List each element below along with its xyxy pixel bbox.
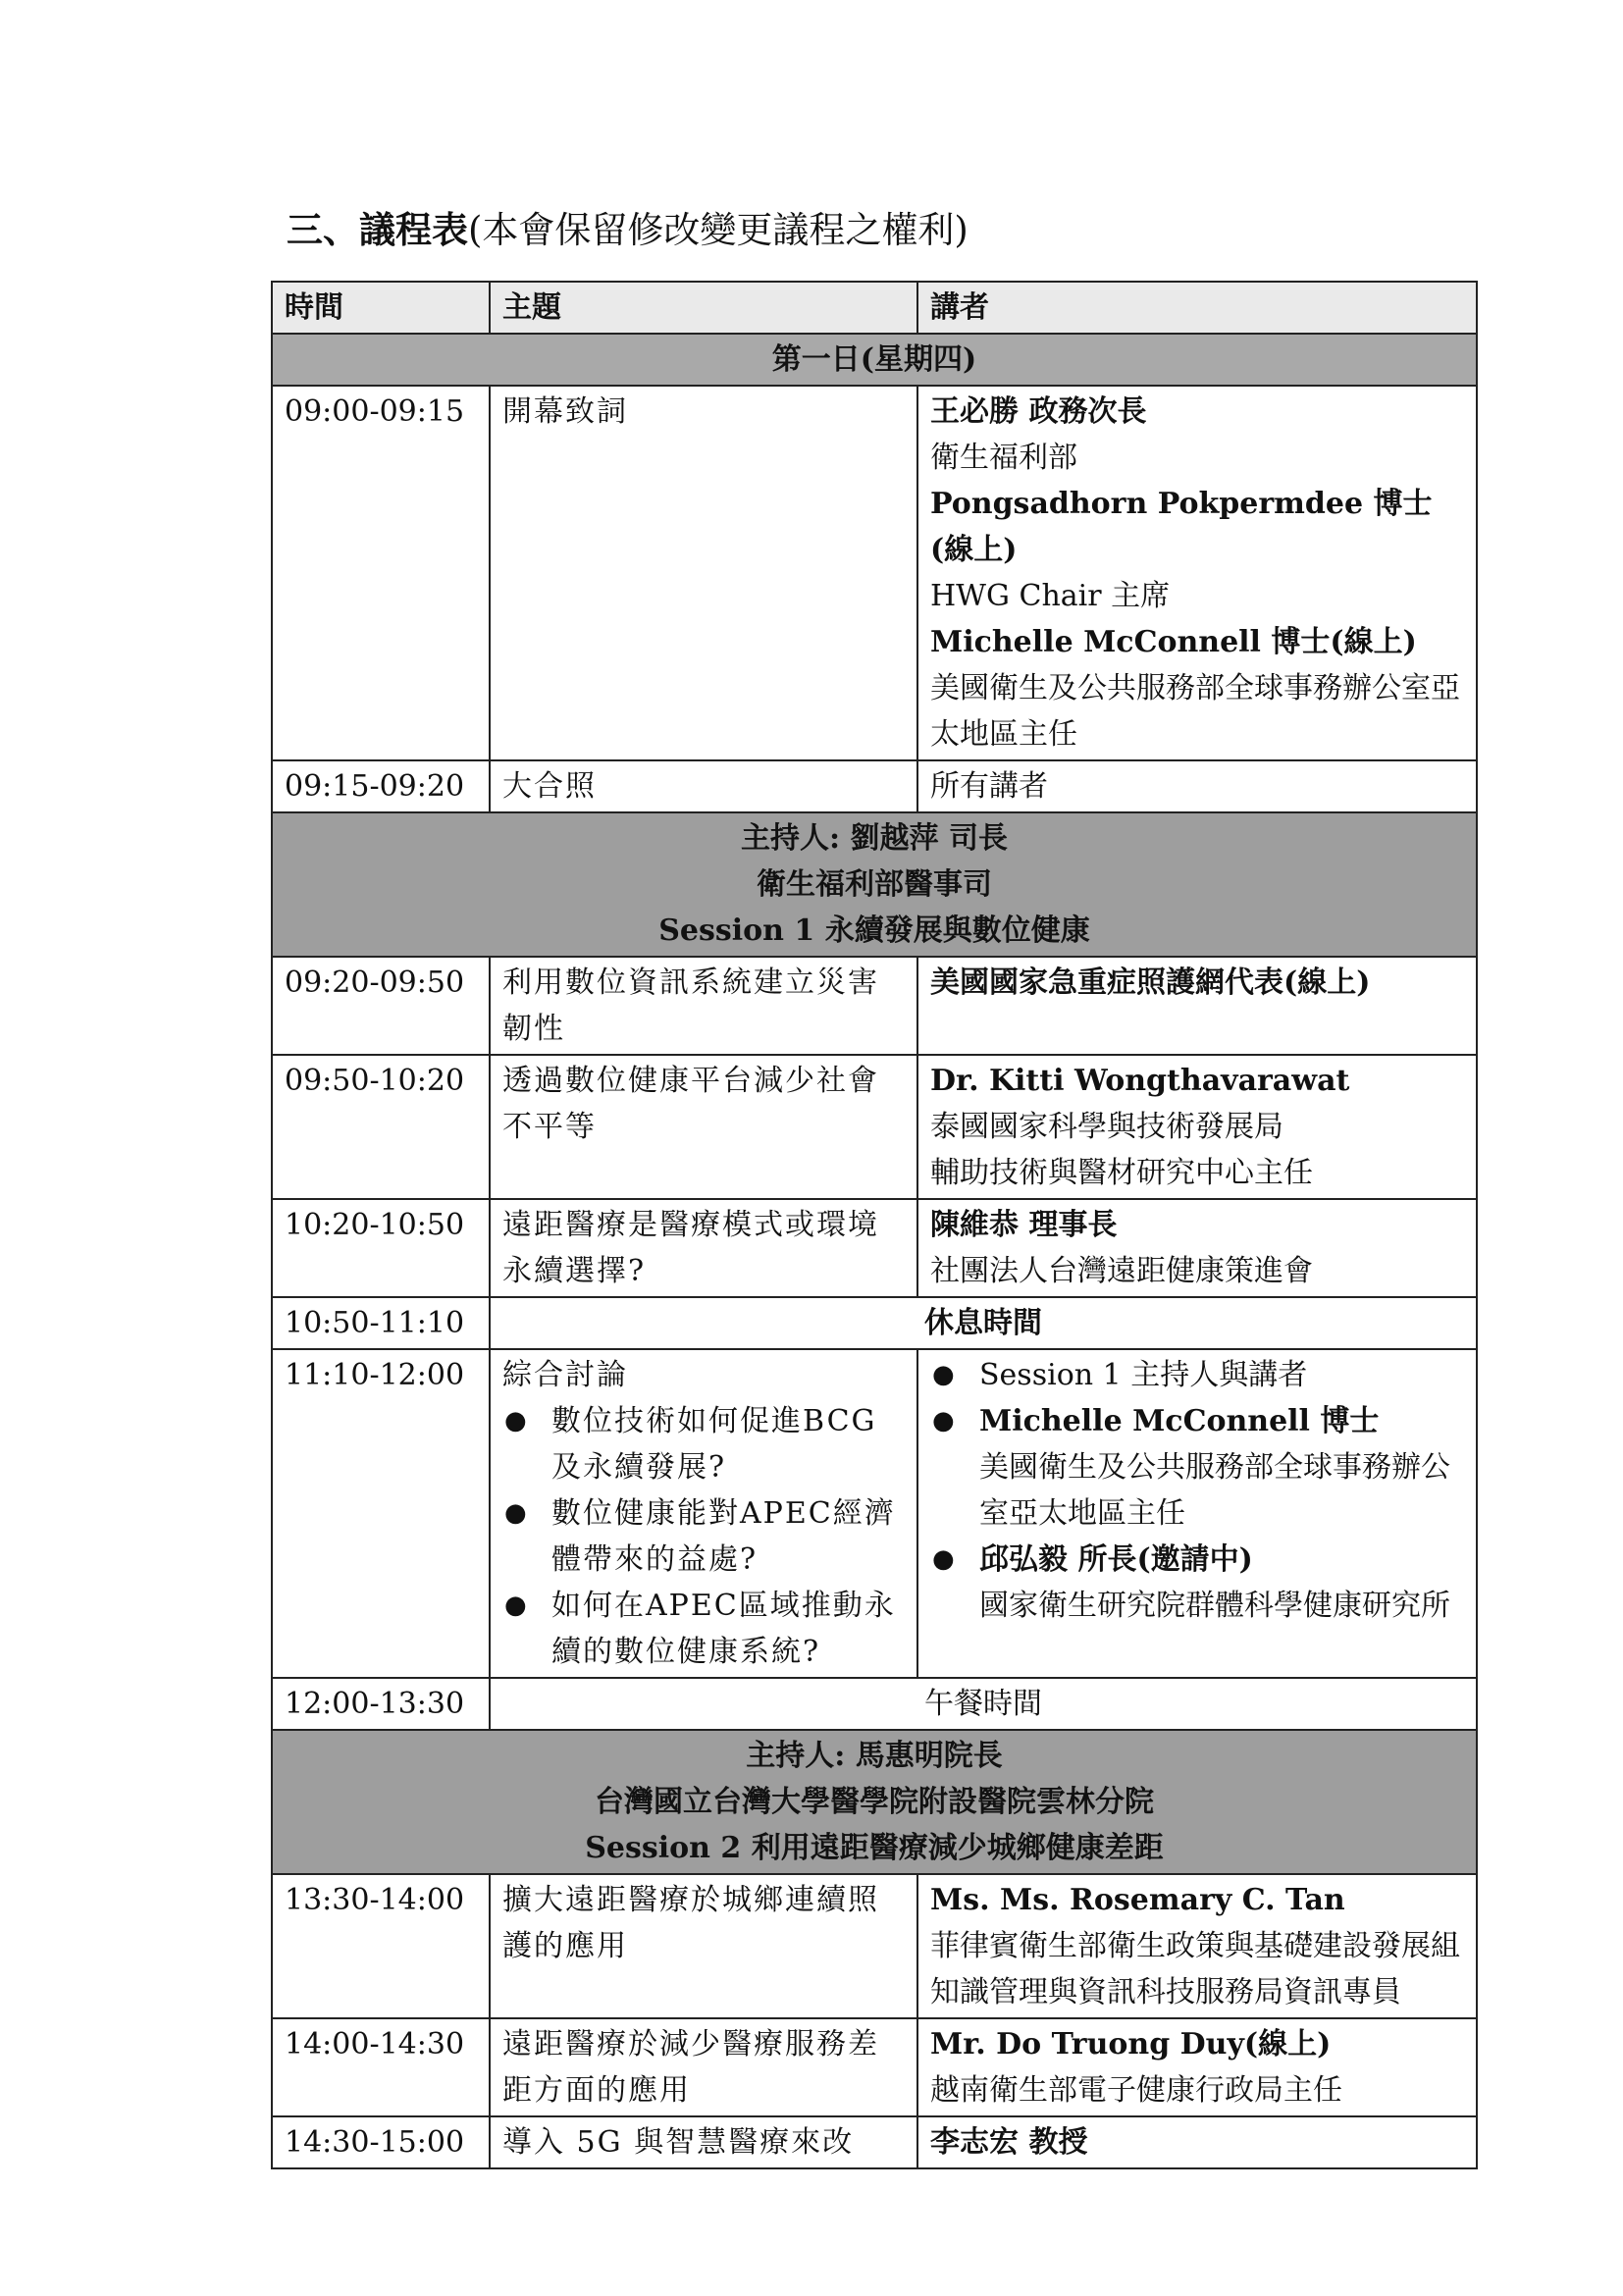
moderator-line: 主持人: 馬惠明院長 (746, 1739, 1003, 1773)
session-time: 10:20-10:50 (272, 1199, 490, 1297)
day-label: 第一日(星期四) (272, 334, 1477, 386)
session-time: 09:15-09:20 (272, 760, 490, 812)
session-speakers (917, 1199, 1477, 1297)
moderator-row (272, 1730, 1477, 1874)
discussion-bullet: ● 數位技術如何促進BCG及永續發展? (502, 1398, 905, 1490)
break-time: 10:50-11:10 (272, 1297, 490, 1349)
speaker-line: 所有講者 (930, 769, 1048, 804)
session-time: 14:00-14:30 (272, 2018, 490, 2116)
table-row (272, 1055, 1477, 1199)
speaker-line: Ms. Ms. Rosemary C. Tan (930, 1883, 1345, 1917)
moderator-line: 主持人: 劉越萍 司長 (741, 821, 1008, 856)
break-label: 休息時間 (490, 1297, 1477, 1349)
session-time: 09:20-09:50 (272, 957, 490, 1055)
table-row (272, 1874, 1477, 2018)
speaker-line: 美國國家急重症照護網代表(線上) (930, 965, 1371, 1000)
discussion-title: 綜合討論 (502, 1358, 628, 1392)
session-time: 13:30-14:00 (272, 1874, 490, 2018)
session-topic: 透過數位健康平台減少社會不平等 (490, 1055, 917, 1199)
speaker-line: Pongsadhorn Pokpermdee 博士(線上) (930, 487, 1433, 567)
session-speakers (917, 2018, 1477, 2116)
session-topic: 開幕致詞 (490, 386, 917, 760)
speaker-line: 輔助技術與醫材研究中心主任 (930, 1156, 1313, 1190)
moderator-cell (272, 1730, 1477, 1874)
speaker-name: ● 邱弘毅 所長(邀請中) (979, 1542, 1253, 1577)
speaker-line: 越南衛生部電子健康行政局主任 (930, 2073, 1342, 2108)
header-time: 時間 (272, 282, 490, 334)
agenda-table (271, 281, 1478, 2169)
discussion-bullet: ● 如何在APEC區域推動永續的數位健康系統? (502, 1583, 905, 1675)
session-topic: 大合照 (490, 760, 917, 812)
header-speaker: 講者 (917, 282, 1477, 334)
speaker-line: 菲律賓衛生部衛生政策與基礎建設發展組知識管理與資訊科技服務局資訊專員 (930, 1929, 1460, 2009)
break-row (272, 1297, 1477, 1349)
speaker-line: 美國衛生及公共服務部全球事務辦公室亞太地區主任 (930, 671, 1460, 752)
speaker-bullet (930, 1398, 1464, 1537)
speaker-line: 衛生福利部 (930, 441, 1077, 475)
moderator-line: Session 2 利用遠距醫療減少城鄉健康差距 (585, 1831, 1164, 1865)
moderator-row (272, 812, 1477, 957)
session-topic: 導入 5G 與智慧醫療來改 (490, 2116, 917, 2168)
speaker-name: ● Michelle McConnell 博士 (979, 1404, 1380, 1438)
session-speakers (917, 760, 1477, 812)
speaker-name: ● Session 1 主持人與講者 (979, 1358, 1308, 1392)
discussion-bullet: ● 數位健康能對APEC經濟體帶來的益處? (502, 1490, 905, 1583)
break-time: 12:00-13:30 (272, 1678, 490, 1730)
session-topic: 擴大遠距醫療於城鄉連續照護的應用 (490, 1874, 917, 2018)
speaker-line: Mr. Do Truong Duy(線上) (930, 2027, 1332, 2061)
table-row (272, 760, 1477, 812)
agenda-heading (287, 204, 969, 256)
table-row (272, 957, 1477, 1055)
session-time: 14:30-15:00 (272, 2116, 490, 2168)
speaker-line: 王必勝 政務次長 (930, 394, 1147, 429)
table-row (272, 1199, 1477, 1297)
speaker-line: Michelle McConnell 博士(線上) (930, 625, 1417, 659)
table-row (272, 2018, 1477, 2116)
break-row (272, 1678, 1477, 1730)
day-row (272, 334, 1477, 386)
moderator-cell (272, 812, 1477, 957)
speaker-affiliation: 美國衛生及公共服務部全球事務辦公室亞太地區主任 (979, 1450, 1450, 1531)
table-row (272, 1349, 1477, 1678)
moderator-line: 衛生福利部醫事司 (757, 867, 992, 902)
speaker-bullet (930, 1537, 1464, 1629)
session-time: 11:10-12:00 (272, 1349, 490, 1678)
session-speakers (917, 2116, 1477, 2168)
session-time: 09:50-10:20 (272, 1055, 490, 1199)
session-speakers (917, 1349, 1477, 1678)
speaker-line: 泰國國家科學與技術發展局 (930, 1110, 1283, 1144)
speaker-line: 陳維恭 理事長 (930, 1208, 1118, 1242)
speaker-line: 社團法人台灣遠距健康策進會 (930, 1254, 1313, 1288)
speaker-line: Dr. Kitti Wongthavarawat (930, 1064, 1350, 1098)
break-label: 午餐時間 (490, 1678, 1477, 1730)
table-header-row (272, 282, 1477, 334)
moderator-line: 台灣國立台灣大學醫學院附設醫院雲林分院 (595, 1785, 1154, 1819)
table-row (272, 2116, 1477, 2168)
header-topic: 主題 (490, 282, 917, 334)
session-topic (490, 1349, 917, 1678)
table-row (272, 386, 1477, 760)
moderator-line: Session 1 永續發展與數位健康 (658, 913, 1090, 948)
session-speakers (917, 1055, 1477, 1199)
session-topic: 遠距醫療是醫療模式或環境永續選擇? (490, 1199, 917, 1297)
session-speakers (917, 386, 1477, 760)
session-speakers (917, 957, 1477, 1055)
speaker-bullet (930, 1352, 1464, 1398)
speaker-line: 李志宏 教授 (930, 2125, 1088, 2160)
agenda-title: 三、議程表 (287, 208, 468, 251)
speaker-line: HWG Chair 主席 (930, 579, 1171, 613)
session-time: 09:00-09:15 (272, 386, 490, 760)
session-topic: 遠距醫療於減少醫療服務差距方面的應用 (490, 2018, 917, 2116)
agenda-note: (本會保留修改變更議程之權利) (468, 209, 969, 251)
speaker-affiliation: 國家衛生研究院群體科學健康研究所 (979, 1589, 1450, 1623)
session-speakers (917, 1874, 1477, 2018)
session-topic: 利用數位資訊系統建立災害韌性 (490, 957, 917, 1055)
